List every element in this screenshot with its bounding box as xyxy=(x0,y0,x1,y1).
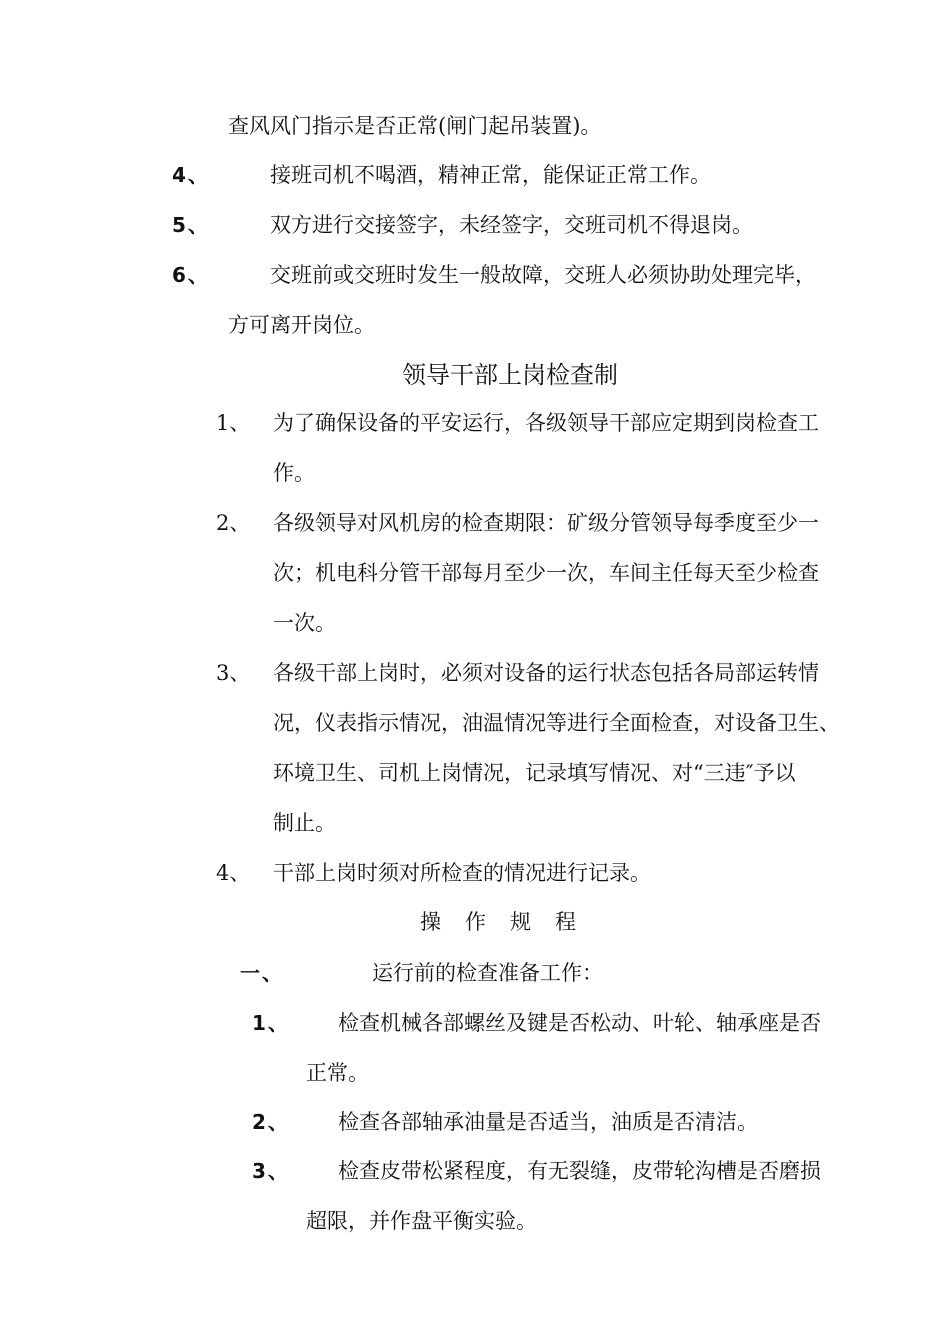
leadership-item-2-number: 2、 xyxy=(216,511,251,535)
leadership-item-2-line-1: 各级领导对风机房的检查期限：矿级分管领导每季度至少一 xyxy=(273,511,819,535)
procedures-part-title: 运行前的检查准备工作： xyxy=(372,961,603,985)
leadership-item-3-line-4: 制止。 xyxy=(273,811,336,835)
handover-item-5-number: 5、 xyxy=(172,213,210,237)
leadership-item-3-line-3: 环境卫生、司机上岗情况，记录填写情况、对“三违″予以 xyxy=(273,761,796,785)
leadership-item-3-line-1: 各级干部上岗时，必须对设备的运行状态包括各局部运转情 xyxy=(273,661,819,685)
handover-item-5-text: 双方进行交接签字，未经签字，交班司机不得退岗。 xyxy=(270,213,753,237)
leadership-item-1-line-2: 作。 xyxy=(273,461,315,485)
handover-item-6-line-1: 交班前或交班时发生一般故障，交班人必须协助处理完毕， xyxy=(270,263,816,287)
leadership-item-4-number: 4、 xyxy=(216,861,251,885)
leadership-item-4-line-1: 干部上岗时须对所检查的情况进行记录。 xyxy=(273,861,651,885)
handover-item-4-text: 接班司机不喝酒，精神正常，能保证正常工作。 xyxy=(270,163,711,187)
leadership-item-1-line-1: 为了确保设备的平安运行，各级领导干部应定期到岗检查工 xyxy=(273,411,819,435)
procedures-item-3-line-2: 超限，并作盘平衡实验。 xyxy=(306,1209,537,1233)
procedures-part-number: 一、 xyxy=(240,961,284,985)
procedures-item-1-line-2: 正常。 xyxy=(306,1061,369,1085)
handover-item-4-number: 4、 xyxy=(172,163,210,187)
leadership-item-3-number: 3、 xyxy=(216,661,251,685)
procedures-item-3-number: 3、 xyxy=(252,1159,290,1183)
leadership-item-2-line-3: 一次。 xyxy=(273,611,336,635)
handover-item-6-number: 6、 xyxy=(172,263,210,287)
section-title-leadership: 领导干部上岗检查制 xyxy=(402,361,618,389)
procedures-item-2-number: 2、 xyxy=(252,1110,290,1134)
handover-item-6-line-2: 方可离开岗位。 xyxy=(228,313,375,337)
leadership-item-1-number: 1、 xyxy=(216,411,251,435)
procedures-item-1-number: 1、 xyxy=(252,1011,290,1035)
leadership-item-2-line-2: 次；机电科分管干部每月至少一次，车间主任每天至少检查 xyxy=(273,561,819,585)
section-title-procedures: 操作规程 xyxy=(420,910,600,934)
procedures-item-1-line-1: 检查机械各部螺丝及键是否松动、叶轮、轴承座是否 xyxy=(338,1011,821,1035)
leadership-item-3-line-2: 况，仪表指示情况，油温情况等进行全面检查，对设备卫生、 xyxy=(273,711,840,735)
procedures-item-3-line-1: 检查皮带松紧程度，有无裂缝，皮带轮沟槽是否磨损 xyxy=(338,1159,821,1183)
continuation-line: 查风风门指示是否正常(闸门起吊装置)。 xyxy=(228,114,602,138)
procedures-item-2-line-1: 检查各部轴承油量是否适当，油质是否清洁。 xyxy=(338,1110,758,1134)
